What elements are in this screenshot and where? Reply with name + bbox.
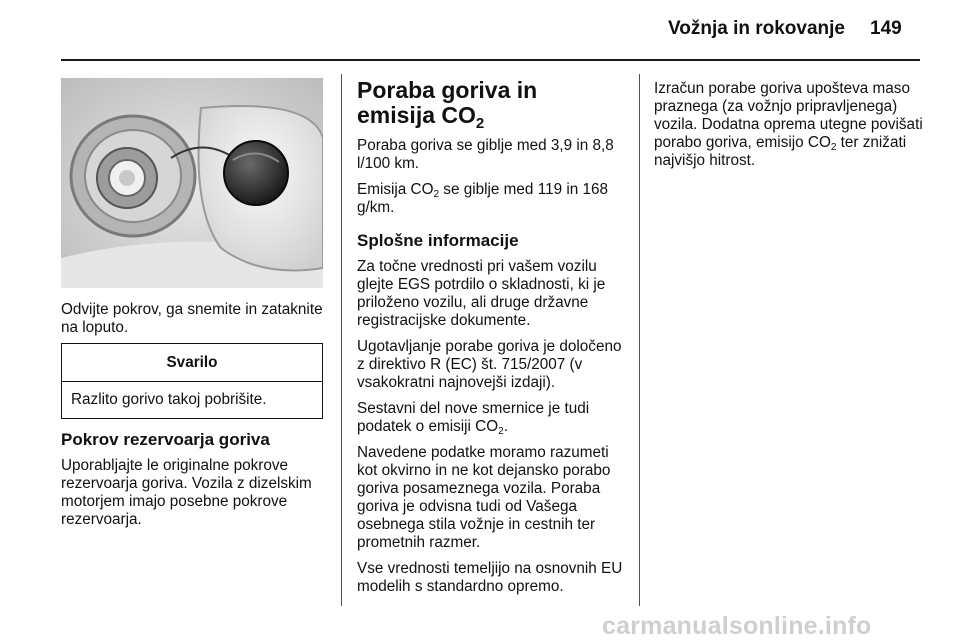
- warning-title: Svarilo: [62, 344, 322, 382]
- fuel-cap-paragraph: Uporabljajte le originalne pokrove rezervoarja goriva. Vozila z dizelskim motorjem imajo posebne pokrove rezervoarja.: [61, 457, 312, 528]
- warning-text: Razlito gorivo takoj pobrišite.: [71, 391, 267, 408]
- fuel-filler-cap-icon: [61, 78, 323, 288]
- header-title: Vožnja in rokovanje: [667, 18, 845, 39]
- image-caption: Odvijte pokrov, ga snemite in zataknite na loputo.: [61, 301, 323, 336]
- section-title-line2: emisija $CO_2$: [357, 102, 485, 132]
- general-info-subheading: Splošne informacije: [357, 231, 519, 250]
- directive-paragraph: Ugotavljanje porabe goriva je določeno z direktivo R (EC) št. 715/2007 (v vsakokratni najnovejši izdaji).: [357, 338, 622, 391]
- middle-column-body: [357, 137, 623, 604]
- warning-box: [61, 343, 323, 419]
- co2-paragraph: Sestavni del nove smernice je tudi podatek o emisiji $CO_2$.: [357, 400, 590, 437]
- page-number: 149: [870, 18, 902, 39]
- fuel-filler-image: [61, 78, 323, 288]
- column-divider-1: [341, 74, 342, 606]
- fuel-cap-subheading: Pokrov rezervoarja goriva: [61, 430, 270, 449]
- header-divider: [61, 59, 920, 61]
- calculation-paragraph: Izračun porabe goriva upošteva maso praznega (za vožnjo pripravljenega) vozila. Dodatna oprema utegne povišati porabo goriva, emisijo $CO_2$ ter znižati najvišjo hitrost.: [654, 80, 923, 169]
- right-column-body: [654, 80, 924, 178]
- section-title-line1: Poraba goriva in: [357, 77, 538, 103]
- emission-range: Emisija $CO_2$ se giblje med 119 in 168 g/km.: [357, 181, 609, 216]
- consumption-range: Poraba goriva se giblje med 3,9 in 8,8 l/100 km.: [357, 137, 614, 172]
- general-info-paragraph: Za točne vrednosti pri vašem vozilu glejte EGS potrdilo o skladnosti, ki je priloženo vozilu, ali druge državne registracijske dokumente.: [357, 258, 606, 329]
- section-title: [357, 78, 627, 136]
- left-column-section: [61, 430, 323, 537]
- indicative-data-paragraph: Navedene podatke moramo razumeti kot okvirno in ne kot dejansko porabo goriva posameznega vozila. Poraba goriva je odvisna tudi od Vašega osebnega stila vožnje in cestnih ter prometnih razmer.: [357, 444, 611, 551]
- eu-models-paragraph: Vse vrednosti temeljijo na osnovnih EU modelih s standardno opremo.: [357, 560, 623, 595]
- watermark: carmanualsonline.info: [602, 612, 872, 640]
- column-divider-2: [639, 74, 640, 606]
